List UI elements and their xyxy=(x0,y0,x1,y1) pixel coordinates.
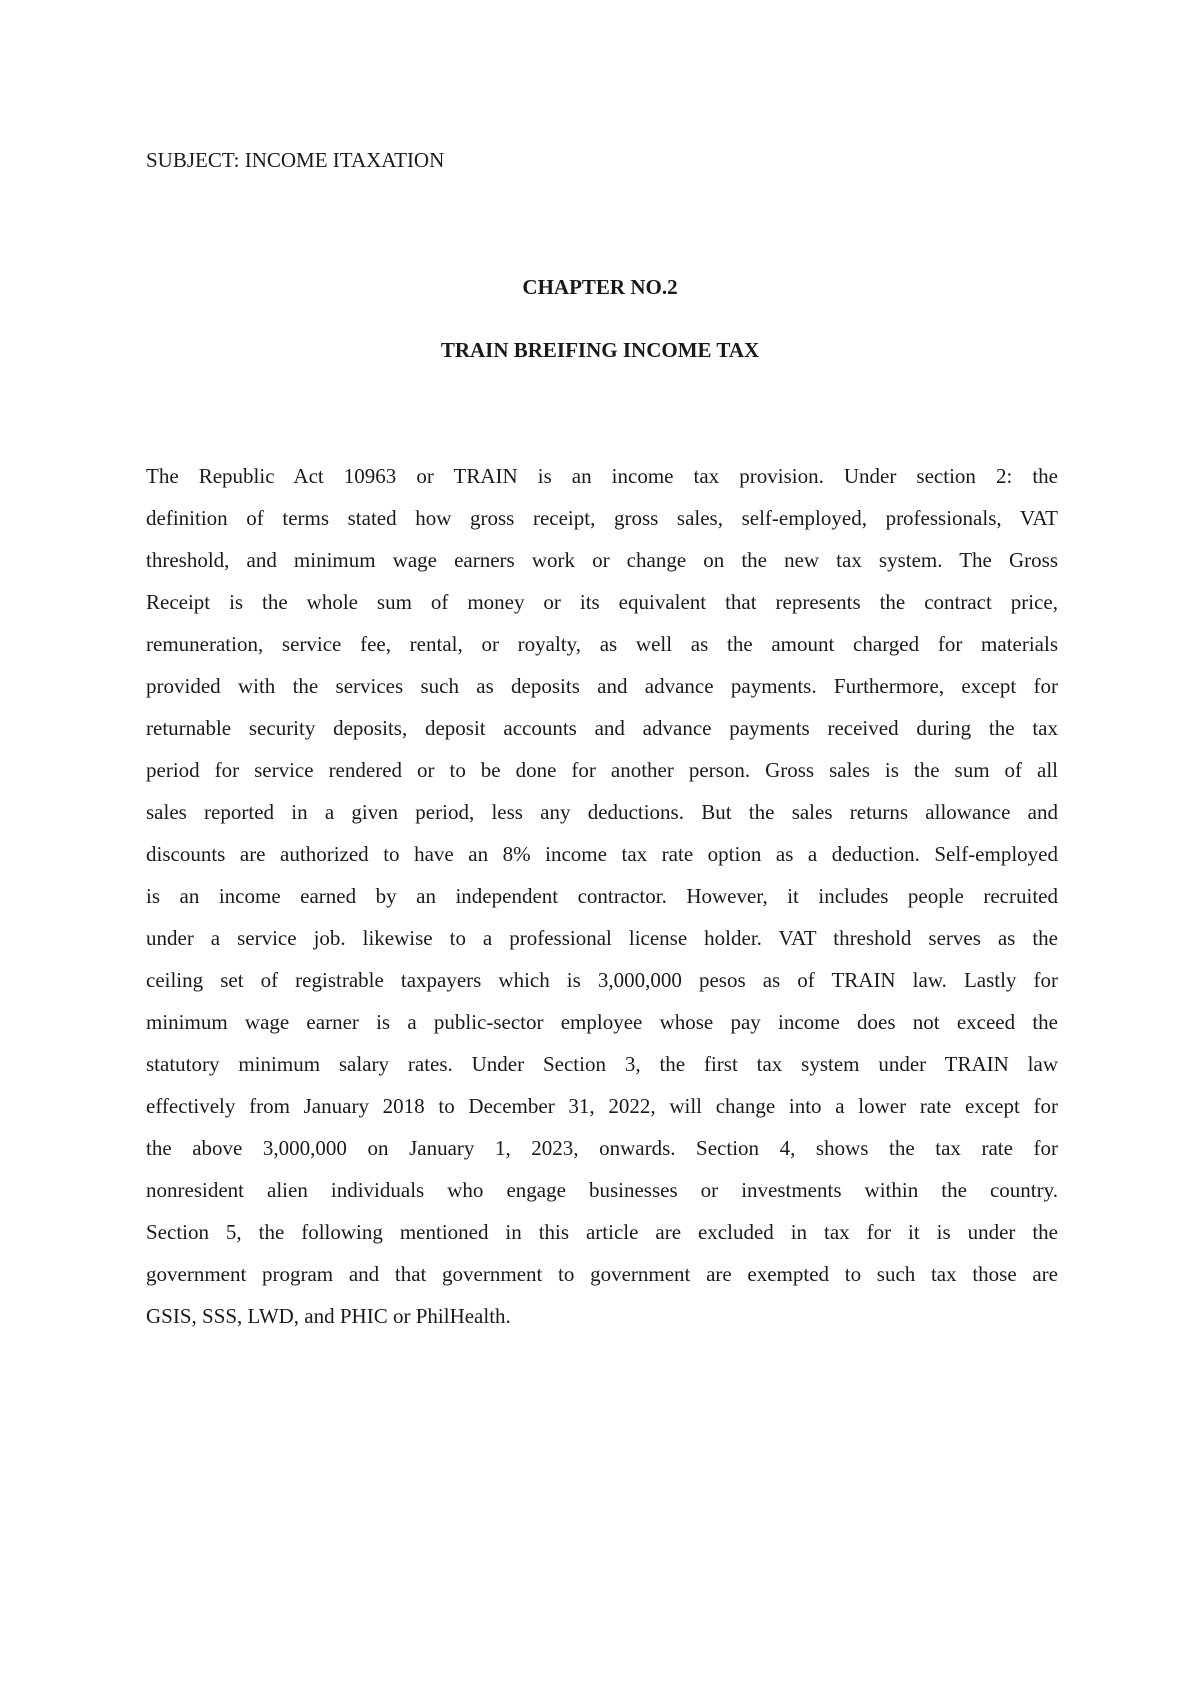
subject-line: SUBJECT: INCOME ITAXATION xyxy=(146,148,445,172)
paragraph-line: remuneration, service fee, rental, or royalty, as well as the amount charged for materials xyxy=(146,632,1058,656)
paragraph-line: Receipt is the whole sum of money or its equivalent that represents the contract price, xyxy=(146,590,1058,614)
paragraph-line: definition of terms stated how gross receipt, gross sales, self-employed, professionals, VAT xyxy=(146,506,1058,530)
paragraph-line: returnable security deposits, deposit accounts and advance payments received during the tax xyxy=(146,716,1058,740)
paragraph-line: the above 3,000,000 on January 1, 2023, onwards. Section 4, shows the tax rate for xyxy=(146,1136,1058,1160)
paragraph-line: sales reported in a given period, less any deductions. But the sales returns allowance and xyxy=(146,800,1058,824)
paragraph-line: provided with the services such as deposits and advance payments. Furthermore, except for xyxy=(146,674,1058,698)
body-paragraph xyxy=(146,455,1058,1337)
paragraph-line: statutory minimum salary rates. Under Section 3, the first tax system under TRAIN law xyxy=(146,1052,1058,1076)
paragraph-line: threshold, and minimum wage earners work or change on the new tax system. The Gross xyxy=(146,548,1058,572)
paragraph-line: The Republic Act 10963 or TRAIN is an income tax provision. Under section 2: the xyxy=(146,464,1058,488)
paragraph-line: discounts are authorized to have an 8% income tax rate option as a deduction. Self-employed xyxy=(146,842,1058,866)
paragraph-line: minimum wage earner is a public-sector employee whose pay income does not exceed the xyxy=(146,1010,1058,1034)
paragraph-line: government program and that government to government are exempted to such tax those are xyxy=(146,1262,1058,1286)
paragraph-line: effectively from January 2018 to December 31, 2022, will change into a lower rate except for xyxy=(146,1094,1058,1118)
paragraph-line: GSIS, SSS, LWD, and PHIC or PhilHealth. xyxy=(146,1304,511,1328)
chapter-title: TRAIN BREIFING INCOME TAX xyxy=(440,338,760,362)
paragraph-line: nonresident alien individuals who engage businesses or investments within the country. xyxy=(146,1178,1058,1202)
paragraph-line: period for service rendered or to be done for another person. Gross sales is the sum of all xyxy=(146,758,1058,782)
paragraph-line: Section 5, the following mentioned in this article are excluded in tax for it is under the xyxy=(146,1220,1058,1244)
paragraph-line: ceiling set of registrable taxpayers which is 3,000,000 pesos as of TRAIN law. Lastly for xyxy=(146,968,1058,992)
paragraph-line: is an income earned by an independent contractor. However, it includes people recruited xyxy=(146,884,1058,908)
chapter-number: CHAPTER NO.2 xyxy=(522,275,678,299)
paragraph-line: under a service job. likewise to a professional license holder. VAT threshold serves as the xyxy=(146,926,1058,950)
